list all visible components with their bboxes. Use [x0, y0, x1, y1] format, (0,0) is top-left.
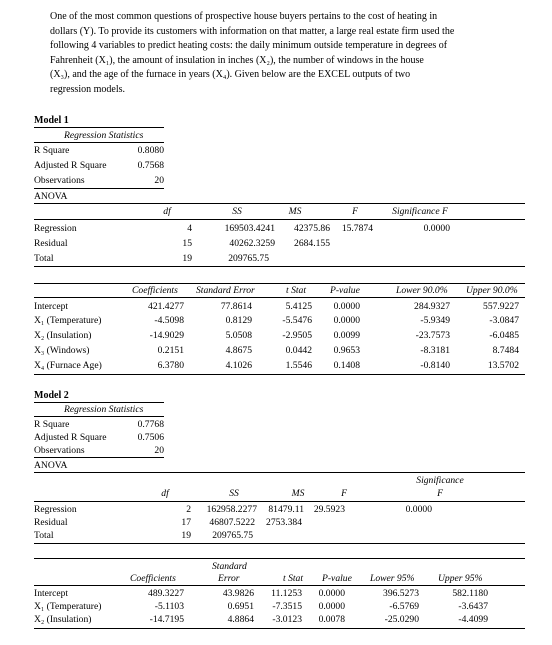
coef-value: -5.1103	[154, 601, 184, 612]
coef-t: -5.5476	[282, 315, 312, 326]
anova-header-f-cont: F	[437, 488, 443, 499]
coef-upper: -3.0847	[489, 315, 519, 326]
coef-value: -14.9029	[149, 330, 184, 341]
coef-lower: -0.8140	[420, 360, 450, 371]
coef-t: 0.0442	[285, 345, 312, 356]
regression-statistics-title: Regression Statistics	[64, 130, 144, 141]
stat-label: R Square	[34, 145, 70, 156]
coef-p: 0.0000	[318, 588, 345, 599]
stat-value: 0.7568	[137, 160, 164, 171]
coef-p: 0.0000	[333, 301, 360, 312]
anova-row-label: Residual	[34, 238, 68, 249]
divider	[34, 585, 525, 586]
coef-header-p-value: P-value	[322, 573, 352, 584]
coef-upper: 582.1180	[452, 588, 488, 599]
coef-row-label: X₃ (Windows)	[34, 345, 90, 356]
anova-row-label: Residual	[34, 517, 68, 528]
coef-value: 421.4277	[148, 301, 184, 312]
anova-sigf: 0.0000	[405, 504, 432, 515]
anova-header-f: F	[352, 206, 358, 217]
stat-value: 20	[154, 175, 164, 186]
divider	[34, 219, 525, 220]
coef-p: 0.0000	[318, 601, 345, 612]
anova-sigf: 0.0000	[423, 223, 450, 234]
coef-value: -14.7195	[149, 614, 184, 625]
coef-value: 0.2151	[157, 345, 184, 356]
intro-line: Fahrenheit (X₁), the amount of insulation in inches (X₂), the number of windows in the house	[50, 54, 424, 66]
stat-label: R Square	[34, 419, 70, 430]
anova-header-ms: MS	[291, 488, 305, 499]
anova-row-label: Total	[34, 530, 54, 541]
coef-header-coefficients: Coefficients	[132, 285, 178, 296]
coef-row-label: Intercept	[34, 301, 69, 312]
model1-title: Model 1	[34, 115, 69, 126]
anova-header-ms: MS	[288, 206, 302, 217]
anova-ss: 162958.2277	[206, 504, 257, 515]
stat-label: Observations	[34, 175, 85, 186]
coef-value: 6.3780	[157, 360, 184, 371]
anova-ms: 81479.11	[268, 504, 304, 515]
divider	[34, 142, 164, 143]
coef-header-lower: Lower 90.0%	[396, 285, 448, 296]
anova-df: 19	[181, 530, 191, 541]
coef-t: -2.9505	[282, 330, 312, 341]
coef-se: 4.8675	[225, 345, 252, 356]
coef-lower: -25.0290	[384, 614, 419, 625]
coef-header-p-value: P-value	[330, 285, 360, 296]
anova-header-df: df	[163, 206, 171, 217]
stat-label: Adjusted R Square	[34, 432, 107, 443]
anova-header-ss: SS	[232, 206, 242, 217]
coef-row-label: Intercept	[34, 588, 69, 599]
divider	[34, 188, 164, 189]
coef-t: 5.4125	[285, 301, 312, 312]
coef-t: -3.0123	[272, 614, 302, 625]
coef-se: 0.6951	[227, 601, 254, 612]
coef-upper: 557.9227	[483, 301, 519, 312]
divider	[34, 472, 525, 473]
divider	[34, 501, 525, 502]
anova-df: 19	[182, 253, 192, 264]
coef-se: 4.1026	[225, 360, 252, 371]
coef-t: -7.3515	[272, 601, 302, 612]
anova-ms: 42375.86	[294, 223, 330, 234]
divider	[34, 283, 525, 284]
coef-se: 5.0508	[225, 330, 252, 341]
anova-df: 2	[186, 504, 191, 515]
stat-value: 0.8080	[137, 145, 164, 156]
stat-label: Observations	[34, 445, 85, 456]
divider	[34, 127, 164, 128]
divider	[34, 416, 164, 417]
coef-t: 11.1253	[271, 588, 302, 599]
coef-lower: -5.9349	[420, 315, 450, 326]
anova-header-df: df	[161, 488, 169, 499]
anova-ss: 209765.75	[212, 530, 253, 541]
stat-value: 0.7768	[137, 419, 164, 430]
divider	[34, 543, 525, 544]
anova-ss: 46807.5222	[209, 517, 255, 528]
intro-line: One of the most common questions of prospective house buyers pertains to the cost of heating in	[50, 11, 438, 22]
coef-header-coefficients: Coefficients	[130, 573, 176, 584]
coef-upper: -3.6437	[458, 601, 488, 612]
coef-p: 0.0000	[333, 315, 360, 326]
coef-upper: -4.4099	[458, 614, 488, 625]
coef-value: 489.3227	[148, 588, 184, 599]
coef-header-upper: Upper 95%	[438, 573, 483, 584]
divider	[34, 402, 164, 403]
anova-title: ANOVA	[34, 460, 68, 471]
anova-header-significance-f: Significance F	[392, 206, 448, 217]
anova-row-label: Regression	[34, 504, 77, 515]
coef-row-label: X₁ (Temperature)	[34, 315, 102, 326]
intro-line: dollars (Y). To provide its customers with information on that matter, a large real estate firm used the	[50, 25, 455, 37]
divider	[34, 297, 525, 298]
coef-lower: -23.7573	[415, 330, 450, 341]
stat-value: 0.7506	[137, 432, 164, 443]
regression-statistics-title: Regression Statistics	[64, 404, 144, 415]
anova-ms: 2684.155	[294, 238, 330, 249]
anova-header-f: F	[341, 488, 347, 499]
anova-df: 17	[181, 517, 191, 528]
coef-upper: 13.5702	[487, 360, 519, 371]
coef-row-label: X₂ (Insulation)	[34, 330, 92, 341]
coef-p: 0.1408	[333, 360, 360, 371]
intro-paragraph	[50, 10, 520, 98]
anova-f: 15.7874	[341, 223, 373, 234]
coef-se: 0.8129	[225, 315, 252, 326]
divider	[34, 374, 525, 375]
divider	[34, 558, 525, 559]
coef-se: 77.8614	[220, 301, 252, 312]
coef-upper: 8.7484	[492, 345, 519, 356]
anova-ss: 209765.75	[228, 253, 269, 264]
coef-header-t-stat: t Stat	[286, 285, 306, 296]
anova-header-significance: Significance	[416, 475, 464, 486]
coef-se: 43.9826	[222, 588, 254, 599]
anova-df: 15	[182, 238, 192, 249]
anova-ms: 2753.384	[266, 517, 302, 528]
coef-header-t-stat: t Stat	[283, 573, 303, 584]
coef-lower: 284.9327	[414, 301, 450, 312]
anova-header-ss: SS	[229, 488, 239, 499]
divider	[34, 628, 525, 629]
coef-p: 0.9653	[333, 345, 360, 356]
coef-row-label: X₂ (Insulation)	[34, 614, 92, 625]
coef-header-lower: Lower 95%	[370, 573, 415, 584]
intro-line: following 4 variables to predict heating costs: the daily minimum outside temperature in degrees of	[50, 40, 448, 52]
anova-df: 4	[187, 223, 192, 234]
anova-row-label: Total	[34, 253, 54, 264]
anova-f: 29.5923	[313, 504, 345, 515]
coef-lower: 396.5273	[383, 588, 419, 599]
coef-p: 0.0078	[318, 614, 345, 625]
divider	[34, 203, 525, 204]
coef-lower: -6.5769	[389, 601, 419, 612]
coef-lower: -8.3181	[420, 345, 450, 356]
model2-title: Model 2	[34, 390, 69, 401]
coef-upper: -6.0485	[489, 330, 519, 341]
coef-header-standard-error: Standard Error	[196, 285, 255, 296]
coef-row-label: X₄ (Furnace Age)	[34, 360, 102, 371]
coef-header-upper: Upper 90.0%	[466, 285, 518, 296]
anova-ss: 40262.3259	[229, 238, 275, 249]
anova-ss: 169503.4241	[224, 223, 275, 234]
divider	[34, 266, 525, 267]
coef-header-standard: Standard	[212, 561, 247, 572]
intro-line: regression models.	[50, 83, 125, 95]
coef-header-error: Error	[218, 573, 240, 584]
coef-t: 1.5546	[285, 360, 312, 371]
coef-value: -4.5098	[154, 315, 184, 326]
stat-label: Adjusted R Square	[34, 160, 107, 171]
stat-value: 20	[154, 445, 164, 456]
coef-se: 4.8864	[227, 614, 254, 625]
anova-row-label: Regression	[34, 223, 77, 234]
divider	[34, 457, 164, 458]
anova-title: ANOVA	[34, 191, 68, 202]
intro-line: (X₃), and the age of the furnace in years (X₄). Given below are the EXCEL outputs of two	[50, 69, 411, 81]
coef-row-label: X₁ (Temperature)	[34, 601, 102, 612]
coef-p: 0.0099	[333, 330, 360, 341]
